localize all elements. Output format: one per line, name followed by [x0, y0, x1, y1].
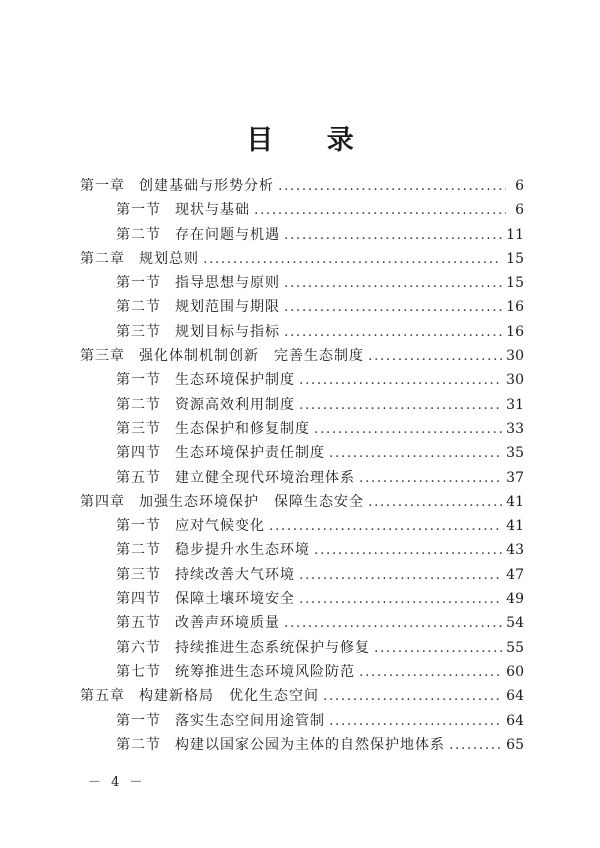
toc-dot-leader	[299, 591, 502, 607]
toc-entry-number: 第一节	[116, 712, 161, 729]
page-number: － 4 －	[88, 775, 146, 790]
toc-dot-leader	[368, 494, 502, 510]
toc-entry-page: 30	[506, 348, 524, 365]
toc-entry-page: 33	[506, 420, 524, 437]
toc-entry-label: 生态环境保护责任制度	[175, 445, 325, 462]
toc-entry-page: 55	[506, 639, 524, 656]
toc-entry-label: 应对气候变化	[175, 518, 265, 535]
toc-section-row	[80, 588, 524, 612]
toc-entry-number: 第二章	[80, 250, 125, 267]
toc-section-row	[80, 710, 524, 734]
toc-entry-number: 第三节	[116, 420, 161, 437]
toc-dot-leader	[284, 299, 502, 315]
toc-entry-page: 54	[506, 615, 524, 632]
toc-entry-label: 强化体制机制创新 完善生态制度	[139, 348, 364, 365]
toc-entry-label: 规划范围与期限	[175, 299, 280, 316]
toc-entry-page: 41	[506, 518, 524, 535]
toc-entry-number: 第二节	[116, 299, 161, 316]
toc-dot-leader	[278, 178, 506, 194]
toc-section-row	[80, 321, 524, 345]
toc-section-row	[80, 734, 524, 758]
toc-entry-page: 31	[506, 396, 524, 413]
toc-dot-leader	[314, 542, 502, 558]
toc-entry-number: 第四节	[116, 445, 161, 462]
toc-dot-leader	[359, 664, 502, 680]
toc-entry-page: 30	[506, 372, 524, 389]
toc-section-row	[80, 224, 524, 248]
toc-entry-label: 稳步提升水生态环境	[175, 542, 310, 559]
toc-section-row	[80, 637, 524, 661]
toc-entry-number: 第五章	[80, 688, 125, 705]
toc-dot-leader	[299, 567, 502, 583]
toc-entry-label: 落实生态空间用途管制	[175, 712, 325, 729]
toc-entry-label: 现状与基础	[175, 202, 250, 219]
toc-entry-number: 第二节	[116, 736, 161, 753]
toc-entry-label: 改善声环境质量	[175, 615, 280, 632]
toc-dot-leader	[203, 251, 502, 267]
toc-entry-label: 建立健全现代环境治理体系	[175, 469, 355, 486]
toc-entry-label: 持续推进生态系统保护与修复	[175, 639, 370, 656]
toc-section-row	[80, 539, 524, 563]
toc-section-row	[80, 272, 524, 296]
toc-entry-page: 11	[506, 226, 524, 243]
toc-chapter-row	[80, 491, 524, 515]
toc-entry-number: 第三节	[116, 566, 161, 583]
toc-section-row	[80, 661, 524, 685]
toc-entry-label: 保障土壤环境安全	[175, 591, 295, 608]
toc-entry-label: 加强生态环境保护 保障生态安全	[139, 493, 364, 510]
toc-entry-label: 生态保护和修复制度	[175, 420, 310, 437]
toc-entry-number: 第四章	[80, 493, 125, 510]
toc-entry-label: 指导思想与原则	[175, 275, 280, 292]
toc-dot-leader	[284, 615, 502, 631]
toc-entry-number: 第一节	[116, 372, 161, 389]
toc-entry-page: 41	[506, 493, 524, 510]
toc-entry-number: 第五节	[116, 469, 161, 486]
toc-entry-label: 构建新格局 优化生态空间	[139, 688, 319, 705]
toc-section-row	[80, 369, 524, 393]
toc-chapter-row	[80, 248, 524, 272]
toc-entry-number: 第二节	[116, 542, 161, 559]
toc-entry-page: 15	[506, 250, 524, 267]
toc-entry-number: 第三节	[116, 323, 161, 340]
toc-dot-leader	[329, 713, 502, 729]
toc-section-row	[80, 394, 524, 418]
toc-entry-page: 35	[506, 445, 524, 462]
toc-entry-page: 15	[506, 275, 524, 292]
toc-entry-page: 6	[515, 202, 524, 219]
toc-entry-label: 规划目标与指标	[175, 323, 280, 340]
toc-entry-page: 64	[506, 688, 524, 705]
toc-entry-label: 持续改善大气环境	[175, 566, 295, 583]
toc-dot-leader	[323, 688, 502, 704]
toc-entry-number: 第一节	[116, 518, 161, 535]
toc-entry-label: 资源高效利用制度	[175, 396, 295, 413]
toc-entry-label: 创建基础与形势分析	[139, 178, 274, 194]
toc-section-row	[80, 442, 524, 466]
toc-dot-leader	[299, 397, 502, 413]
toc-entry-number: 第六节	[116, 639, 161, 656]
toc-entry-label: 构建以国家公园为主体的自然保护地体系	[175, 736, 445, 753]
table-of-contents	[80, 175, 524, 758]
toc-entry-page: 16	[506, 323, 524, 340]
toc-entry-label: 统筹推进生态环境风险防范	[175, 663, 355, 680]
toc-section-row	[80, 296, 524, 320]
toc-entry-number: 第二节	[116, 396, 161, 413]
toc-entry-number: 第七节	[116, 663, 161, 680]
toc-entry-number: 第四节	[116, 591, 161, 608]
toc-section-row	[80, 199, 524, 223]
toc-dot-leader	[368, 348, 502, 364]
toc-entry-page: 16	[506, 299, 524, 316]
toc-dot-leader	[374, 640, 502, 656]
toc-entry-page: 49	[506, 591, 524, 608]
toc-chapter-row	[80, 175, 524, 199]
toc-chapter-row	[80, 345, 524, 369]
toc-entry-label: 存在问题与机遇	[175, 226, 280, 243]
toc-dot-leader	[269, 518, 502, 534]
toc-dot-leader	[449, 737, 502, 753]
toc-entry-number: 第一章	[80, 178, 125, 194]
toc-entry-page: 64	[506, 712, 524, 729]
toc-dot-leader	[359, 470, 502, 486]
toc-entry-page: 37	[506, 469, 524, 486]
toc-section-row	[80, 515, 524, 539]
toc-section-row	[80, 467, 524, 491]
toc-entry-number: 第五节	[116, 615, 161, 632]
toc-section-row	[80, 564, 524, 588]
page-title: 目 录	[246, 125, 376, 156]
toc-entry-label: 生态环境保护制度	[175, 372, 295, 389]
toc-entry-number: 第二节	[116, 226, 161, 243]
toc-dot-leader	[329, 445, 502, 461]
toc-dot-leader	[314, 421, 502, 437]
toc-section-row	[80, 612, 524, 636]
toc-entry-page: 6	[515, 178, 524, 194]
toc-dot-leader	[254, 202, 506, 218]
toc-chapter-row	[80, 685, 524, 709]
toc-entry-number: 第一节	[116, 202, 161, 219]
toc-dot-leader	[299, 372, 502, 388]
toc-entry-page: 65	[506, 736, 524, 753]
toc-entry-label: 规划总则	[139, 250, 199, 267]
toc-dot-leader	[284, 227, 502, 243]
toc-dot-leader	[284, 275, 502, 291]
toc-dot-leader	[284, 324, 502, 340]
toc-entry-page: 60	[506, 663, 524, 680]
toc-entry-number: 第一节	[116, 275, 161, 292]
toc-entry-number: 第三章	[80, 348, 125, 365]
toc-entry-page: 47	[506, 566, 524, 583]
toc-entry-page: 43	[506, 542, 524, 559]
toc-section-row	[80, 418, 524, 442]
